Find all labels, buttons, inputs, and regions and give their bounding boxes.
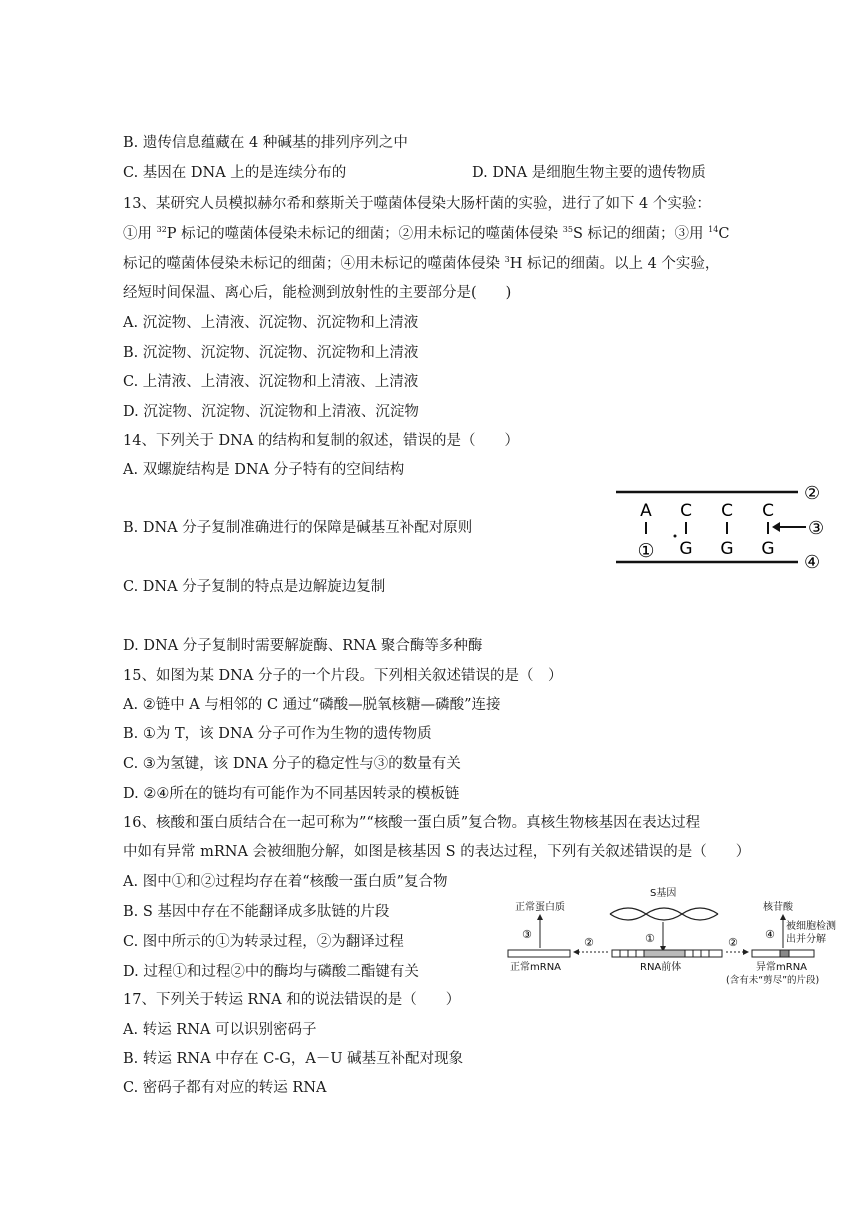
q15-option-a: A. ②链中 A 与相邻的 C 通过“磷酸—脱氧核糖—磷酸”连接 [123,697,501,713]
q17-option-a: A. 转运 RNA 可以识别密码子 [123,1022,317,1038]
q17-option-c: C. 密码子都有对应的转运 RNA [123,1080,327,1096]
q15-option-d: D. ②④所在的链均有可能作为不同基因转录的模板链 [123,786,460,802]
q14-option-c: C. DNA 分子复制的特点是边解旋边复制 [123,579,386,595]
q13-text: H 标记的细菌。以上 4 个实验， [509,256,720,272]
normal-mrna-label: 正常mRNA [510,962,562,973]
q16-stem-line1: 16、核酸和蛋白质结合在一起可称为”“核酸一蛋白质”复合物。真核生物核基因在表达过程 [123,815,701,831]
arrow-2-left-head [573,949,579,955]
dot-mark [674,535,677,538]
arrow-3-head [537,914,543,920]
base-top-c3: C [762,501,774,521]
step-2-number-right: ② [728,936,738,949]
q13-sup-35: 35 [562,225,573,234]
gene-expression-figure [500,882,848,990]
detect-label-1: 被细胞检测 [786,921,836,932]
normal-protein-label: 正常蛋白质 [515,902,565,913]
arrow-4-head [780,914,786,920]
q12-option-c: C. 基因在 DNA 上的是连续分布的 [123,165,347,181]
bond-number-3: ③ [808,518,825,539]
q13-stem-line2 [123,224,729,244]
q17-option-b: B. 转运 RNA 中存在 C-G，A－U 碱基互补配对现象 [123,1051,464,1067]
q13-sup-32: 32 [156,225,167,234]
detect-label-2: 出并分解 [786,934,826,945]
q16-stem-line2: 中如有异常 mRNA 会被细胞分解，如图是核基因 S 的表达过程，下列有关叙述错误的是（ ） [123,844,751,860]
step-4-number: ④ [765,928,775,941]
q17-stem: 17、下列关于转运 RNA 和的说法错误的是（ ） [123,992,461,1008]
rna-precursor-label: RNA前体 [640,962,682,973]
q13-sup-14: 14 [708,225,719,234]
helix-strand-1 [610,908,718,920]
strand-number-4: ④ [804,552,821,570]
step-3-number: ③ [522,928,532,941]
step-1-number: ① [645,932,655,945]
helix-strand-2 [610,908,718,920]
abnormal-mrna-note: (含有未“剪尽”的片段) [726,975,820,986]
base-bottom-g2: G [720,539,734,559]
q14-option-d: D. DNA 分子复制时需要解旋酶、RNA 聚合酶等多种酶 [123,638,483,654]
q13-option-d: D. 沉淀物、沉淀物、沉淀物和上清液、沉淀物 [123,404,419,420]
q16-option-c: C. 图中所示的①为转录过程，②为翻译过程 [123,934,404,950]
q16-option-d: D. 过程①和过程②中的酶均与磷酸二酯键有关 [123,964,419,980]
base-top-c1: C [680,501,692,521]
abnormal-mrna-label: 异常mRNA [756,962,808,973]
q15-option-c: C. ③为氢键，该 DNA 分子的稳定性与③的数量有关 [123,756,461,772]
base-top-c2: C [721,501,733,521]
base-top-a: A [640,501,652,521]
q15-option-b: B. ①为 T，该 DNA 分子可作为生物的遗传物质 [123,726,432,742]
q13-option-a: A. 沉淀物、上清液、沉淀物、沉淀物和上清液 [123,315,419,331]
q13-option-c: C. 上清液、上清液、沉淀物和上清液、上清液 [123,374,419,390]
base-bottom-g1: G [679,539,693,559]
nucleotide-label: 核苷酸 [763,902,793,913]
dna-fragment-figure [608,484,840,570]
step-2-number-left: ② [584,936,594,949]
q13-text: 标记的噬菌体侵染未标记的细菌；④用未标记的噬菌体侵染 [123,256,505,272]
q13-stem-line1: 13、某研究人员模拟赫尔希和蔡斯关于噬菌体侵染大肠杆菌的实验，进行了如下 4 个实验： [123,196,711,212]
q13-text: ①用 [123,226,157,242]
q12-option-d: D. DNA 是细胞生物主要的遗传物质 [472,165,706,181]
q15-stem: 15、如图为某 DNA 分子的一个片段。下列相关叙述错误的是（ ） [123,668,563,684]
gene-s-label: S基因 [650,888,677,899]
q13-option-b: B. 沉淀物、沉淀物、沉淀物、沉淀物和上清液 [123,345,419,361]
q13-stem-line4: 经短时间保温、离心后，能检测到放射性的主要部分是( ) [123,285,512,301]
q13-stem-line3 [123,254,719,274]
base-bottom-g3: G [761,539,775,559]
q13-text: S 标记的细菌；③用 [572,226,709,242]
q13-text: C [718,226,730,242]
abnormal-mrna-shaded [780,950,789,957]
rna-precursor-shaded [644,950,685,957]
q16-option-a: A. 图中①和②过程均存在着“核酸一蛋白质”复合物 [123,874,448,890]
normal-mrna-bar [508,950,570,957]
q14-stem: 14、下列关于 DNA 的结构和复制的叙述，错误的是（ ） [123,433,519,449]
q13-sup-3: 3 [504,255,510,264]
arrow-2-right-head [743,949,749,955]
q13-text: P 标记的噬菌体侵染未标记的细菌；②用未标记的噬菌体侵染 [166,226,563,242]
q12-option-b: B. 遗传信息蕴藏在 4 种碱基的排列序列之中 [123,135,408,151]
q14-option-b: B. DNA 分子复制准确进行的保障是碱基互补配对原则 [123,520,473,536]
q14-option-a: A. 双螺旋结构是 DNA 分子特有的空间结构 [123,462,405,478]
q16-option-b: B. S 基因中存在不能翻译成多肽链的片段 [123,904,390,920]
base-number-1: ① [637,540,655,562]
strand-number-2: ② [804,484,821,504]
arrow-3-head [772,522,780,532]
